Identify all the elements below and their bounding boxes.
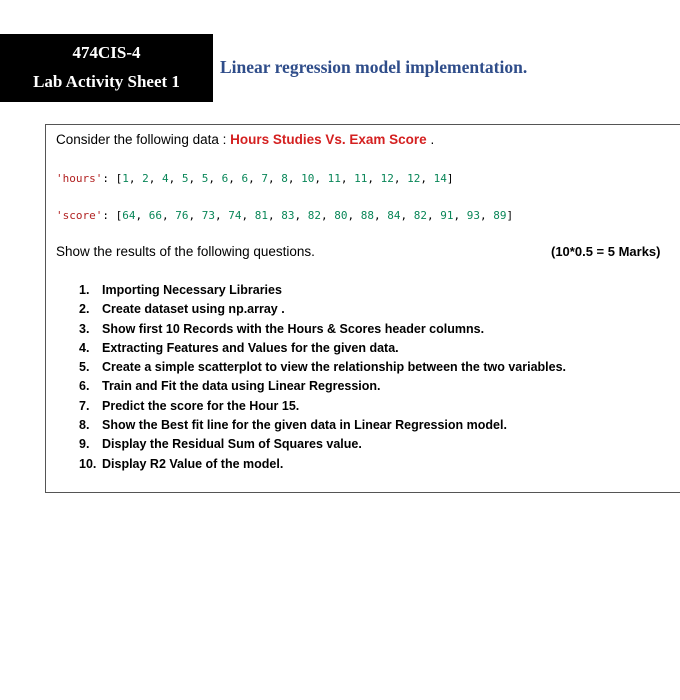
course-code: 474CIS-4 xyxy=(72,43,141,62)
question-number: 9. xyxy=(79,437,90,452)
question-text: Show the Best fit line for the given data in Linear Regression model. xyxy=(102,418,507,433)
hours-value: 6 xyxy=(241,172,249,185)
score-value: 81 xyxy=(254,209,268,222)
hours-value: 11 xyxy=(354,172,368,185)
score-value: 64 xyxy=(122,209,136,222)
intro-prefix: Consider the following data : xyxy=(56,132,231,147)
question-number: 6. xyxy=(79,379,90,394)
question-number: 5. xyxy=(79,360,90,375)
instructions-text: Show the results of the following questions. xyxy=(56,244,315,259)
question-number: 1. xyxy=(79,283,90,297)
course-header-box xyxy=(0,34,213,102)
question-item xyxy=(79,377,566,396)
hours-value: 5 xyxy=(201,172,209,185)
score-value: 76 xyxy=(175,209,189,222)
hours-value: 12 xyxy=(407,172,421,185)
score-values: 64, 66, 76, 73, 74, 81, 83, 82, 80, 88, 84, 82, 91, 93, 89 xyxy=(122,209,507,222)
question-text: Train and Fit the data using Linear Regression. xyxy=(102,379,381,394)
hours-values: 1, 2, 4, 5, 5, 6, 6, 7, 8, 10, 11, 11, 12, 12, 14 xyxy=(122,172,447,185)
score-value: 93 xyxy=(466,209,480,222)
hours-value: 1 xyxy=(122,172,129,185)
question-text: Create a simple scatterplot to view the relationship between the two variables. xyxy=(102,360,567,375)
score-value: 88 xyxy=(360,209,374,222)
assignment-box xyxy=(45,124,680,493)
hours-value: 8 xyxy=(281,172,288,185)
question-text: Display R2 Value of the model. xyxy=(102,456,284,471)
intro-topic: Hours Studies Vs. Exam Score xyxy=(230,132,427,147)
hours-value: 11 xyxy=(327,172,341,185)
question-text: Predict the score for the Hour 15. xyxy=(102,398,300,413)
hours-value: 4 xyxy=(161,172,169,185)
question-item xyxy=(79,416,566,435)
question-text: Display the Residual Sum of Squares value. xyxy=(102,437,362,452)
score-value: 91 xyxy=(440,209,454,222)
question-number: 4. xyxy=(79,340,90,355)
score-value: 83 xyxy=(281,209,295,222)
score-value: 74 xyxy=(228,209,242,222)
intro-suffix: . xyxy=(426,132,435,147)
score-data-line: 'score': [64, 66, 76, 73, 74, 81, 83, 82, 80, 88, 84, 82, 91, 93, 89] xyxy=(56,209,514,222)
hours-key: 'hours' xyxy=(56,172,103,185)
score-value: 82 xyxy=(307,209,321,222)
question-item xyxy=(79,339,566,358)
question-text: Create dataset using np.array . xyxy=(102,302,285,317)
question-item xyxy=(79,358,566,377)
question-item xyxy=(79,300,566,319)
sheet-name: Lab Activity Sheet 1 xyxy=(33,72,180,91)
question-item xyxy=(79,281,566,300)
score-value: 73 xyxy=(201,209,215,222)
document-title: Linear regression model implementation. xyxy=(220,57,528,77)
score-value: 82 xyxy=(413,209,427,222)
score-value: 80 xyxy=(334,209,348,222)
score-value: 66 xyxy=(148,209,162,222)
hours-data-line: 'hours': [1, 2, 4, 5, 5, 6, 6, 7, 8, 10, 11, 11, 12, 12, 14] xyxy=(56,172,454,185)
questions-list xyxy=(79,281,566,474)
question-number: 10. xyxy=(79,456,97,471)
question-number: 8. xyxy=(79,418,90,433)
question-item xyxy=(79,320,566,339)
question-item xyxy=(79,435,566,454)
question-number: 7. xyxy=(79,398,90,413)
question-text: Importing Necessary Libraries xyxy=(102,283,282,297)
question-text: Show first 10 Records with the Hours & Scores header columns. xyxy=(102,321,485,336)
hours-value: 12 xyxy=(380,172,394,185)
hours-value: 2 xyxy=(142,172,149,185)
score-value: 84 xyxy=(387,209,401,222)
question-text: Extracting Features and Values for the given data. xyxy=(102,340,399,355)
score-value: 89 xyxy=(493,209,507,222)
hours-value: 10 xyxy=(301,172,315,185)
hours-value: 5 xyxy=(181,172,189,185)
score-key: 'score' xyxy=(56,209,103,222)
hours-value: 7 xyxy=(261,172,268,185)
question-item xyxy=(79,455,566,474)
question-number: 2. xyxy=(79,302,90,317)
hours-value: 14 xyxy=(433,172,447,185)
intro-line xyxy=(56,132,434,147)
marks-label: (10*0.5 = 5 Marks) xyxy=(551,244,661,259)
question-number: 3. xyxy=(79,321,90,336)
question-item xyxy=(79,397,566,416)
hours-value: 6 xyxy=(221,172,229,185)
